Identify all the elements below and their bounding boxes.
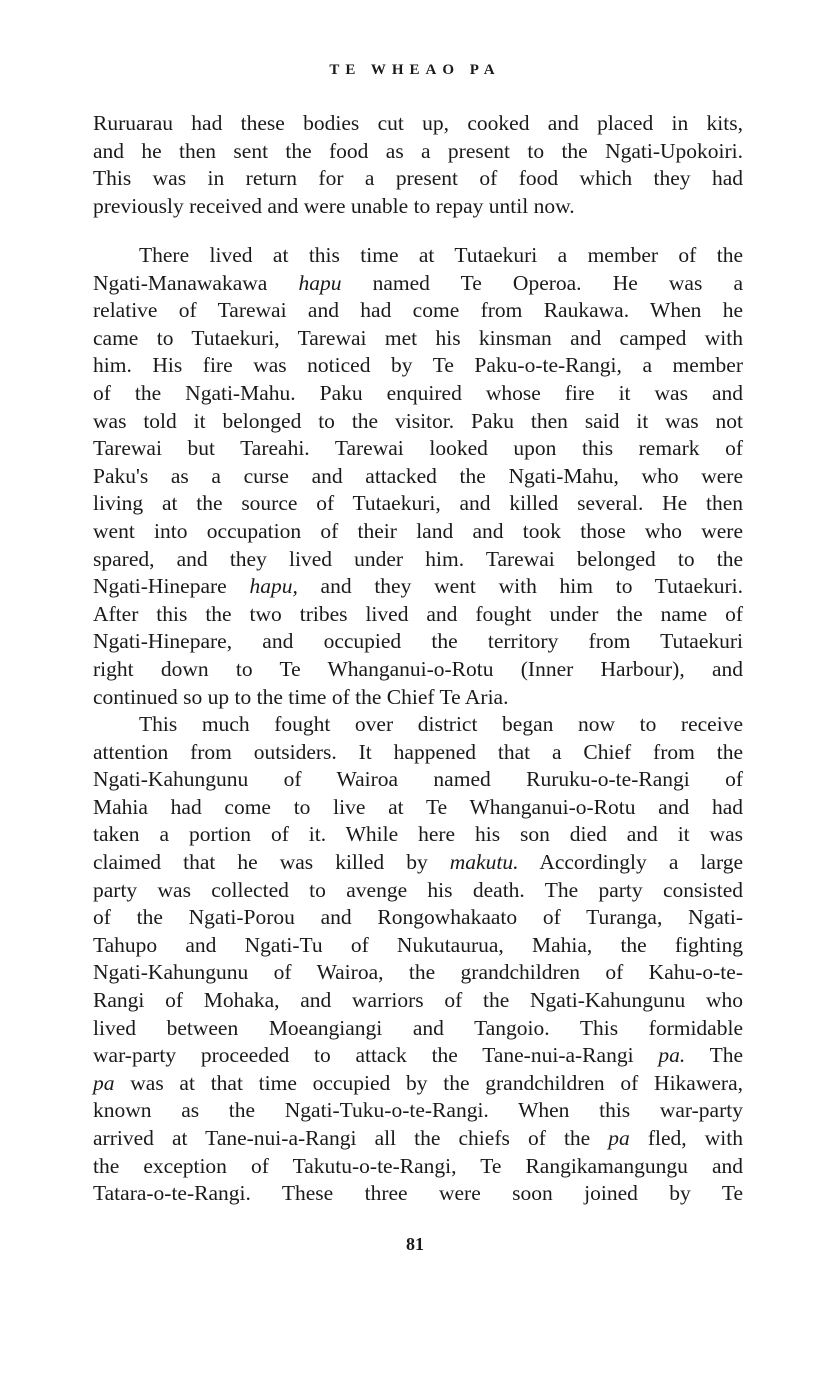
text-run: fled, with [629, 1126, 743, 1150]
text-line: Ruruarau had these bodies cut up, cooked and placed in kits, [93, 111, 743, 135]
text-run: After this the two tribes lived and fought under the name of [93, 601, 743, 626]
text-line [93, 325, 743, 353]
text-run: Ngati-Kahungunu of Wairoa, the grandchildren of Kahu-o-te- [93, 960, 743, 985]
text-line [93, 821, 743, 849]
text-run: and they went with him to Tutaekuri. [297, 574, 743, 599]
text-run: Tahupo and Ngati-Tu of Nukutaurua, Mahia, the fighting [93, 932, 743, 957]
text-line [93, 435, 743, 463]
text-line [93, 794, 743, 822]
text-line [93, 1153, 743, 1181]
text-run: Accordingly a large [518, 850, 744, 875]
text-run: This much fought over district began now to receive [139, 712, 743, 737]
text-line [93, 1125, 743, 1153]
text-run: the exception of Takutu-o-te-Rangi, Te Rangikamangungu and [93, 1153, 743, 1178]
text-run: relative of Tarewai and had come from Raukawa. When he [93, 298, 743, 323]
text-run: was at that time occupied by the grandchildren of Hikawera, [114, 1070, 743, 1095]
italic-term: pa [93, 1070, 115, 1095]
text-line [93, 904, 743, 932]
text-line [93, 270, 743, 298]
text-line [93, 766, 743, 794]
text-line [93, 573, 743, 601]
text-line [93, 297, 743, 325]
text-run: war-party proceeded to attack the Tane-nui-a-Rangi [93, 1043, 659, 1068]
text-line [93, 463, 743, 491]
text-run: Paku's as a curse and attacked the Ngati-Mahu, who were [93, 463, 743, 488]
text-run: went into occupation of their land and took those who were [93, 518, 743, 543]
text-line [93, 1180, 743, 1208]
text-line [93, 849, 743, 877]
text-line [93, 711, 743, 739]
text-run: Ngati-Hinepare [93, 574, 250, 599]
text-run: lived between Moeangiangi and Tangoio. This formidable [93, 1015, 743, 1040]
text-line [93, 987, 743, 1015]
page-number: 81 [406, 1234, 424, 1254]
text-run: claimed that he was killed by [93, 850, 450, 875]
text-line: and he then sent the food as a present to the Ngati-Upokoiri. [93, 138, 743, 163]
text-line [93, 518, 743, 546]
italic-term: hapu, [249, 574, 298, 599]
paragraph-2-3 [93, 242, 743, 1208]
italic-term: pa. [658, 1043, 686, 1068]
text-line [93, 877, 743, 905]
text-line [93, 1070, 743, 1098]
text-run: Tarewai but Tareahi. Tarewai looked upon this remark of [93, 436, 743, 461]
text-run: living at the source of Tutaekuri, and killed several. He then [93, 491, 743, 516]
text-run: of the Ngati-Porou and Rongowhakaato of Turanga, Ngati- [93, 905, 743, 930]
text-line [93, 601, 743, 629]
text-run: of the Ngati-Mahu. Paku enquired whose fire it was and [93, 380, 743, 405]
text-line [93, 352, 743, 380]
text-line [93, 959, 743, 987]
text-run: was told it belonged to the visitor. Paku then said it was not [93, 408, 743, 433]
running-head: TE WHEAO PA [329, 62, 501, 78]
text-line [93, 628, 743, 656]
text-run: Tatara-o-te-Rangi. These three were soon joined by Te [93, 1181, 743, 1206]
text-line [93, 546, 743, 574]
text-line: This was in return for a present of food which they had [93, 166, 743, 191]
text-line: previously received and were unable to repay until now. [93, 193, 575, 218]
text-line [93, 380, 743, 408]
text-run: spared, and they lived under him. Tarewai belonged to the [93, 546, 743, 571]
text-line [93, 684, 743, 712]
text-line [93, 656, 743, 684]
text-line [93, 408, 743, 436]
text-run: Mahia had come to live at Te Whanganui-o-Rotu and had [93, 794, 743, 819]
text-run: The [685, 1043, 743, 1068]
text-line [93, 242, 743, 270]
paragraph-1 [93, 110, 743, 220]
text-run: arrived at Tane-nui-a-Rangi all the chiefs of the [93, 1126, 609, 1150]
italic-term: hapu [298, 270, 342, 295]
text-run: known as the Ngati-Tuku-o-te-Rangi. When this war-party [93, 1098, 743, 1123]
text-line [93, 739, 743, 767]
text-run: came to Tutaekuri, Tarewai met his kinsman and camped with [93, 325, 743, 350]
text-line [93, 1015, 743, 1043]
italic-term: pa [608, 1126, 630, 1150]
text-line [93, 1042, 743, 1070]
text-line [93, 1097, 743, 1125]
text-line [93, 490, 743, 518]
text-run: Ngati-Kahungunu of Wairoa named Ruruku-o-te-Rangi of [93, 767, 743, 792]
text-run: him. His fire was noticed by Te Paku-o-te-Rangi, a member [93, 353, 743, 378]
text-run: Rangi of Mohaka, and warriors of the Ngati-Kahungunu who [93, 988, 743, 1013]
text-run: taken a portion of it. While here his son died and it was [93, 822, 743, 847]
text-run: Ngati-Hinepare, and occupied the territory from Tutaekuri [93, 629, 743, 654]
text-line [93, 932, 743, 960]
text-run: There lived at this time at Tutaekuri a member of the [139, 243, 743, 267]
text-run: party was collected to avenge his death. The party consisted [93, 877, 743, 902]
text-run: Ngati-Manawakawa [93, 270, 299, 295]
italic-term: makutu. [449, 850, 519, 875]
text-run: attention from outsiders. It happened that a Chief from the [93, 739, 743, 764]
text-run: right down to Te Whanganui-o-Rotu (Inner Harbour), and [93, 656, 743, 681]
text-run: named Te Operoa. He was a [341, 270, 743, 295]
text-run: continued so up to the time of the Chief Te Aria. [93, 684, 509, 709]
